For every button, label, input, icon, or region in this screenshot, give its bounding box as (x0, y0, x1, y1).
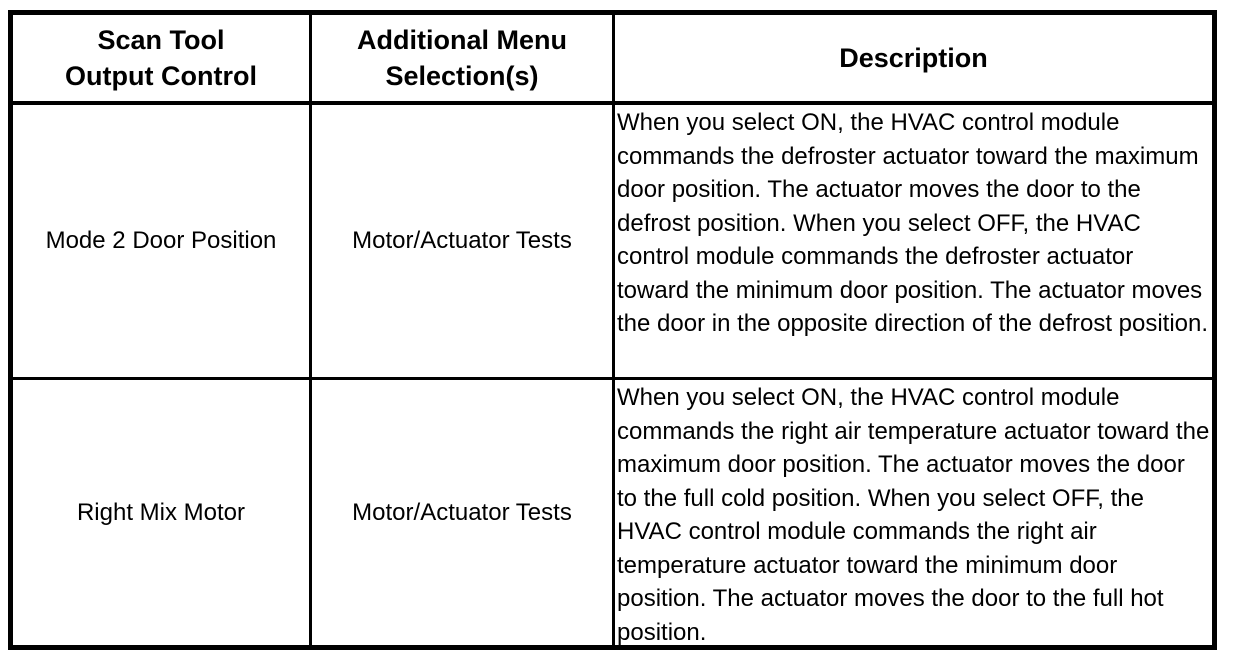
output-controls-table (8, 10, 1217, 650)
menu-label: Motor/Actuator Tests (352, 227, 572, 254)
control-label: Mode 2 Door Position (45, 227, 277, 254)
row2-cell-description: When you select ON, the HVAC control module commands the right air temperature actuator toward the maximum door position. The actuator moves the door to the full cold position. When you select OFF, the HVAC control module commands the right air temperature actuator toward the minimum door position. The actuator moves the door to the full hot position. (617, 384, 1210, 645)
row1-cell-control (13, 105, 312, 380)
row1-cell-menu (312, 105, 615, 380)
row2-cell-menu (312, 380, 615, 645)
control-label: Right Mix Motor (76, 498, 246, 526)
header-line: Description (839, 43, 988, 73)
header-line: Additional Menu (357, 25, 567, 55)
header-additional-menu-selections (312, 15, 615, 105)
row1-cell-description: When you select ON, the HVAC control module commands the defroster actuator toward the maximum door position. The actuator moves the door to the defrost position. When you select OFF, the HVAC control module commands the defroster actuator toward the minimum door position. The actuator moves the door in the opposite direction of the defrost position. (615, 105, 1212, 380)
header-line: Output Control (65, 61, 257, 91)
header-scan-tool-output-control (13, 15, 312, 105)
row2-cell-control (13, 380, 312, 645)
menu-label: Motor/Actuator Tests (352, 498, 572, 526)
table-grid (13, 15, 1212, 645)
header-line: Scan Tool (97, 25, 225, 55)
header-description (615, 15, 1212, 105)
header-line: Selection(s) (385, 61, 539, 91)
